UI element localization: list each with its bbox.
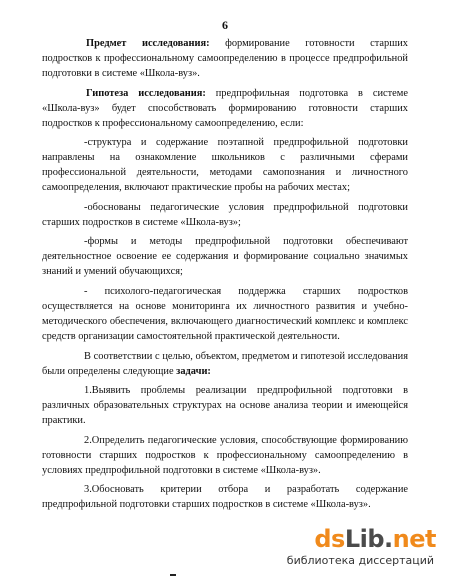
- hypothesis-heading: Гипотеза исследования:: [86, 87, 206, 99]
- tasks-heading: задачи:: [176, 365, 211, 377]
- task-2: 2.Определить педагогические условия, способствующие формированию готовности старших подростков к профессиональному самоопределению в условиях предпрофильной подготовки в системе «Школа-вуз».: [42, 434, 408, 476]
- tasks-intro-text: В соответствии с целью, объектом, предметом и гипотезой исследования были определены следующие: [42, 350, 408, 377]
- page-number: 6: [222, 18, 228, 32]
- hypothesis-condition-2: -обоснованы педагогические условия предпрофильной подготовки старших подростков в системе «Школа-вуз»;: [42, 201, 408, 228]
- tasks-intro: [42, 349, 408, 379]
- hypothesis-condition-4: - психолого-педагогическая поддержка старших подростков осуществляется на основе мониторинга их личностного развития и учебно-методического обеспечения, включающего диагностический комплекс и комплекс средств организации самостоятельной практической деятельности.: [42, 285, 408, 342]
- subject-heading: Предмет исследования:: [86, 38, 210, 49]
- dslib-watermark: [286, 524, 436, 574]
- subject-text: формирование готовности старших подростков к профессиональному самоопределению в процессе предпрофильной подготовки в системе «Школа-вуз».: [42, 38, 408, 79]
- page-footer-mark: [170, 574, 176, 576]
- dslib-logo: dsLib.net: [314, 525, 436, 553]
- hypothesis-condition-3: -формы и методы предпрофильной подготовки обеспечивают деятельностное освоение ее содержания и формирование социально значимых знаний и умений обучающихся;: [42, 236, 408, 278]
- hypothesis-condition-1: -структура и содержание поэтапной предпрофильной подготовки направлены на ознакомление школьников с различными сферами профессиональной деятельности, методами самопознания и личностного самоопределения, включают практические пробы на рабочих местах;: [42, 137, 408, 194]
- hypothesis-paragraph: [42, 86, 408, 131]
- task-1: 1.Выявить проблемы реализации предпрофильной подготовки в различных образовательных структурах на основе анализа теории и имеющейся практики.: [42, 385, 408, 427]
- dslib-subtitle: библиотека диссертаций: [286, 554, 434, 567]
- hypothesis-text: предпрофильная подготовка в системе «Школа-вуз» будет способствовать формированию готовности старших подростков к профессиональному самоопределению, если:: [42, 87, 408, 129]
- document-body: [42, 36, 408, 515]
- task-3: 3.Обосновать критерии отбора и разработать содержание предпрофильной подготовки старших подростков в системе «Школа-вуз».: [42, 484, 408, 511]
- subject-paragraph: [42, 36, 408, 81]
